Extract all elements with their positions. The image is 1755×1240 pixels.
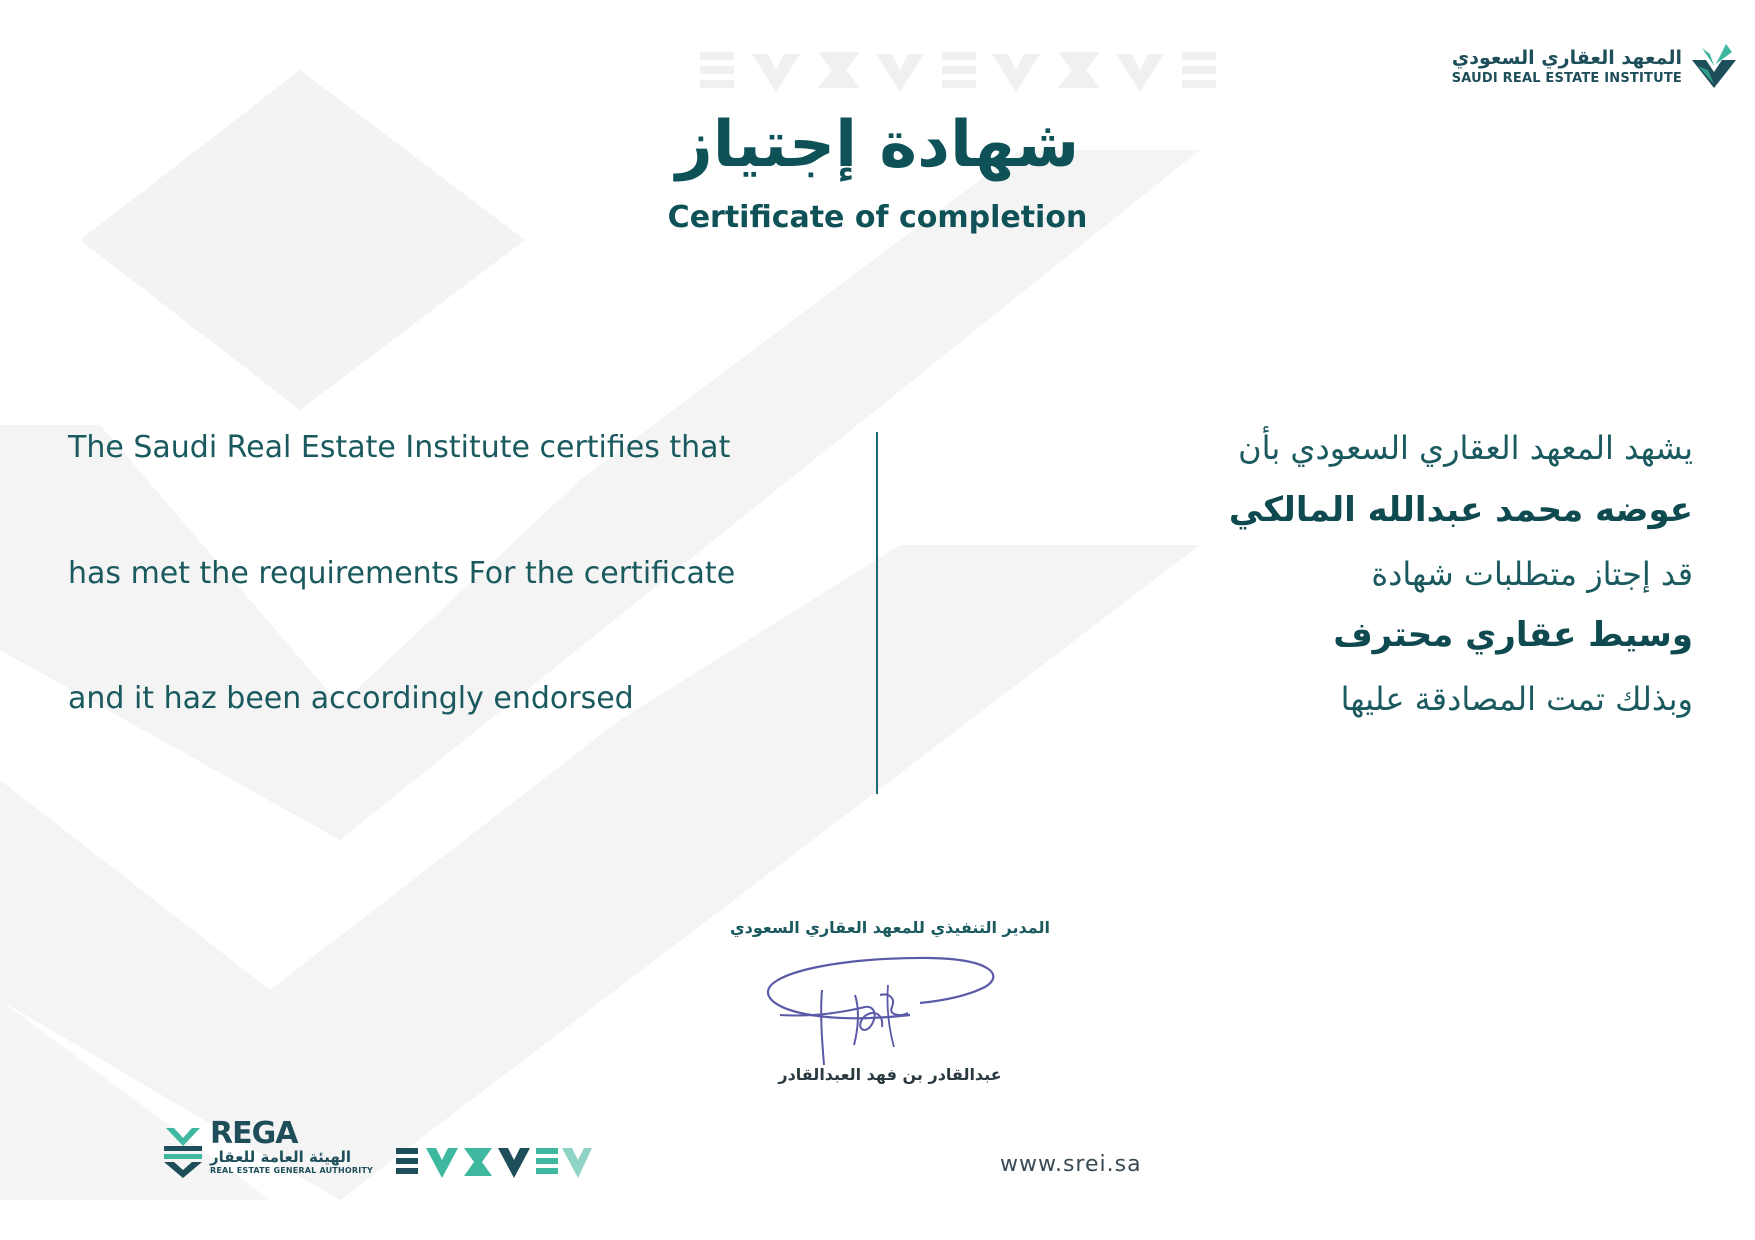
decorative-pattern-top — [700, 48, 1240, 94]
rega-english-name: REAL ESTATE GENERAL AUTHORITY — [210, 1166, 374, 1175]
recipient-name: عوضه محمد عبدالله المالكي — [1228, 490, 1693, 530]
title-english: Certificate of completion — [667, 200, 1088, 235]
srei-emblem-icon — [1688, 40, 1740, 92]
english-line-1: The Saudi Real Estate Institute certifies that — [68, 430, 731, 465]
rega-arabic-name: الهيئة العامة للعقار — [210, 1148, 352, 1166]
rega-emblem-icon — [160, 1124, 206, 1178]
title-arabic: شهادة إجتياز — [675, 108, 1080, 182]
logo-english-name: SAUDI REAL ESTATE INSTITUTE — [1451, 71, 1682, 86]
arabic-line-3: قد إجتاز متطلبات شهادة — [1371, 555, 1693, 593]
logo-text — [1452, 46, 1682, 88]
english-line-3: and it haz been accordingly endorsed — [68, 681, 634, 716]
logo-arabic-name: المعهد العقاري السعودي — [1451, 47, 1682, 69]
website-url[interactable]: www.srei.sa — [1000, 1152, 1142, 1177]
arabic-line-1: يشهد المعهد العقاري السعودي بأن — [1238, 429, 1693, 467]
signatory-name: عبدالقادر بن فهد العبدالقادر — [778, 1065, 1002, 1084]
english-line-2: has met the requirements For the certificate — [68, 556, 736, 591]
arabic-line-5: وبذلك تمت المصادقة عليها — [1340, 680, 1693, 718]
handwritten-signature — [760, 955, 1005, 1070]
decorative-pattern-bottom — [396, 1144, 592, 1180]
srei-logo — [1440, 40, 1740, 100]
signatory-role: المدير التنفيذي للمعهد العقاري السعودي — [730, 918, 1050, 937]
rega-wordmark: REGA — [210, 1116, 298, 1151]
certificate-name: وسيط عقاري محترف — [1333, 615, 1693, 655]
column-divider — [876, 432, 878, 794]
rega-logo — [160, 1116, 380, 1182]
